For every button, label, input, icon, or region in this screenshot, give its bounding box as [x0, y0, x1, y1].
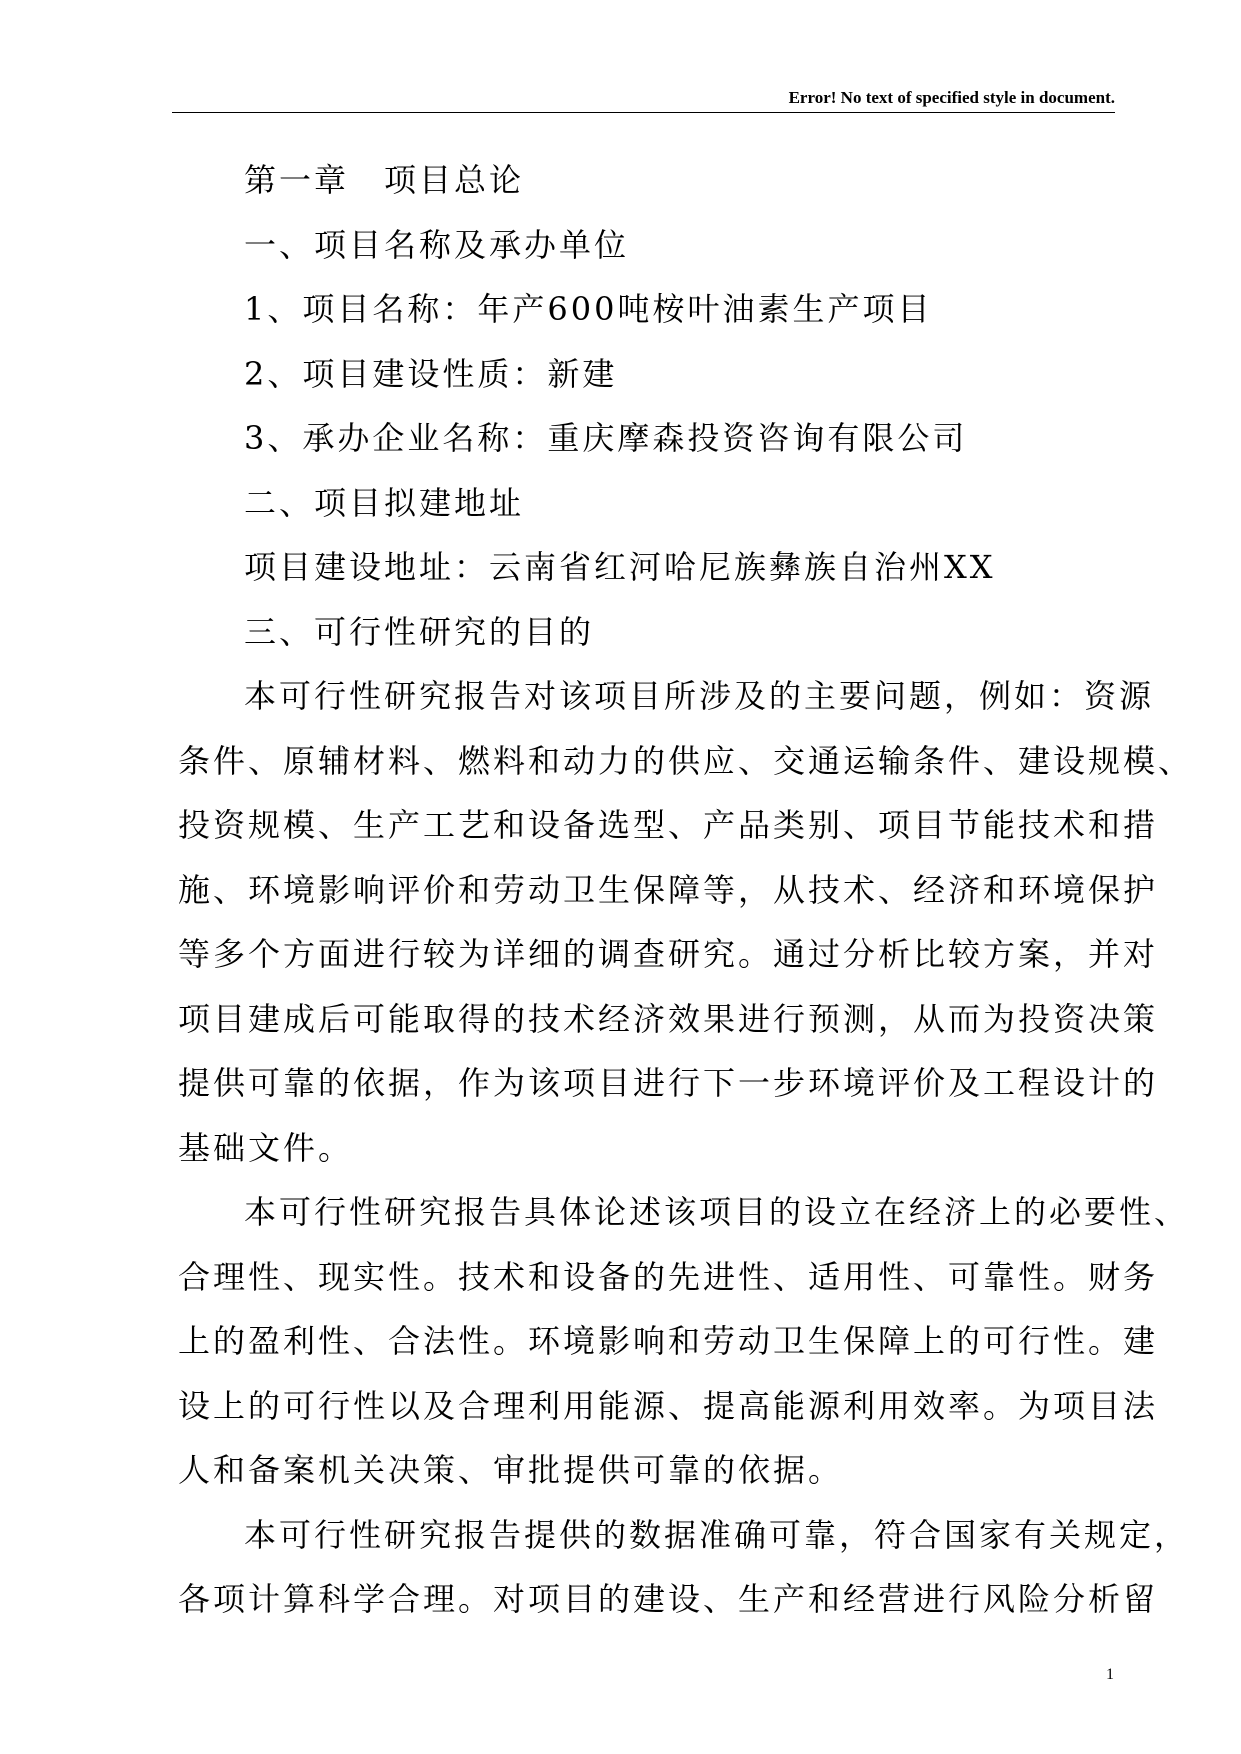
project-nature-item: 2、项目建设性质：新建 [244, 354, 618, 393]
project-name-item: 1、项目名称：年产600吨桉叶油素生产项目 [244, 290, 933, 328]
project-address: 项目建设地址：云南省红河哈尼族彝族自治州XX [244, 548, 996, 586]
document-body [178, 148, 1194, 1632]
paragraph-data-reliability [178, 1503, 1190, 1632]
paragraph-line: 上的盈利性、合法性。环境影响和劳动卫生保障上的可行性。建 [178, 1322, 1159, 1360]
paragraph-line: 设上的可行性以及合理利用能源、提高能源利用效率。为项目法 [178, 1386, 1159, 1425]
chapter-heading: 第一章 项目总论 [244, 161, 525, 199]
paragraph-line: 本可行性研究报告具体论述该项目的设立在经济上的必要性、 [244, 1193, 1190, 1231]
paragraph-necessity [178, 1180, 1190, 1503]
paragraph-line: 人和备案机关决策、审批提供可靠的依据。 [178, 1451, 844, 1489]
page-header: Error! No text of specified style in document. [788, 88, 1115, 107]
paragraph-line: 本可行性研究报告对该项目所涉及的主要问题，例如：资源 [244, 677, 1155, 715]
paragraph-line: 提供可靠的依据，作为该项目进行下一步环境评价及工程设计的 [178, 1064, 1159, 1102]
paragraph-line: 基础文件。 [178, 1128, 354, 1167]
paragraph-line: 项目建成后可能取得的技术经济效果进行预测，从而为投资决策 [178, 999, 1159, 1038]
section-heading-2: 二、项目拟建地址 [244, 483, 525, 522]
paragraph-line: 条件、原辅材料、燃料和动力的供应、交通运输条件、建设规模、 [178, 741, 1194, 780]
paragraph-purpose [178, 664, 1194, 1180]
paragraph-line: 本可行性研究报告提供的数据准确可靠，符合国家有关规定， [244, 1515, 1190, 1554]
paragraph-line: 投资规模、生产工艺和设备选型、产品类别、项目节能技术和措 [178, 806, 1159, 844]
paragraph-line: 各项计算科学合理。对项目的建设、生产和经营进行风险分析留 [178, 1580, 1159, 1618]
page-number: 1 [1106, 1666, 1114, 1683]
paragraph-line: 施、环境影响评价和劳动卫生保障等，从技术、经济和环境保护 [178, 870, 1159, 909]
paragraph-line: 等多个方面进行较为详细的调查研究。通过分析比较方案，并对 [178, 935, 1159, 973]
section-heading-3: 三、可行性研究的目的 [244, 612, 595, 651]
header-divider [172, 112, 1115, 113]
company-name-item: 3、承办企业名称：重庆摩森投资咨询有限公司 [244, 419, 968, 457]
paragraph-line: 合理性、现实性。技术和设备的先进性、适用性、可靠性。财务 [178, 1257, 1159, 1296]
section-heading-1: 一、项目名称及承办单位 [244, 225, 630, 264]
